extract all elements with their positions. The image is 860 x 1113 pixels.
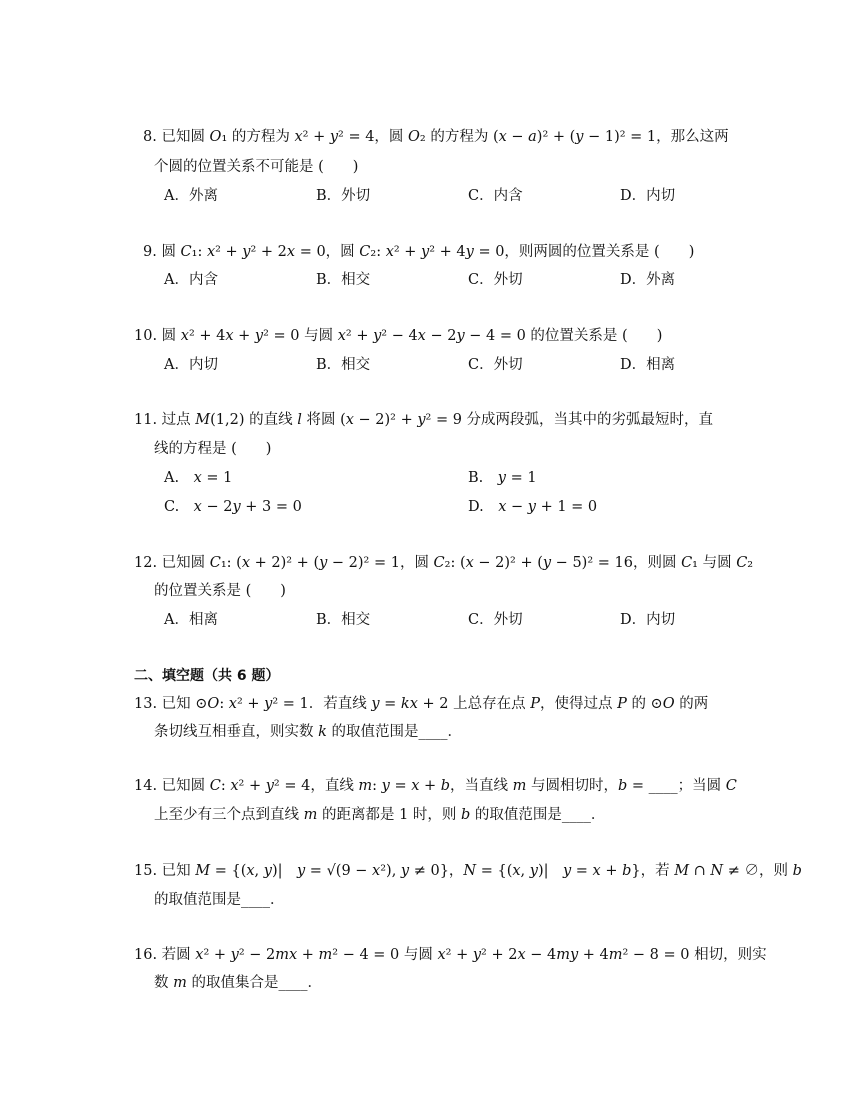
- question-11-option-d: D. 𝑥 − 𝑦 + 1 = 0: [468, 499, 598, 515]
- question-12-option-c: C．外切: [468, 612, 523, 628]
- question-12-option-d: D．内切: [620, 612, 676, 628]
- question-10-option-a: A．内切: [164, 357, 218, 373]
- question-9-option-a: A．内含: [164, 272, 218, 288]
- question-12-option-b: B．相交: [316, 612, 371, 628]
- question-15-line-1: 15. 已知 𝑀 = {(𝑥, 𝑦)| 𝑦 = √(9 − 𝑥²), 𝑦 ≠ 0}，𝑁 = {(𝑥, 𝑦)| 𝑦 = 𝑥 + 𝑏}，若 𝑀 ∩ 𝑁 ≠ ∅，则 𝑏: [134, 863, 802, 879]
- question-13-line-2: 条切线互相垂直，则实数 𝑘 的取值范围是____．: [154, 724, 463, 740]
- question-8-option-a: A．外离: [164, 188, 218, 204]
- question-14-line-1: 14. 已知圆 𝐶: 𝑥² + 𝑦² = 4，直线 𝑚: 𝑦 = 𝑥 + 𝑏，当直线 𝑚 与圆相切时，𝑏 = ____；当圆 𝐶: [134, 778, 737, 794]
- question-11-option-a: A. 𝑥 = 1: [164, 470, 233, 486]
- question-8-option-c: C．内含: [468, 188, 523, 204]
- question-8-line-2: 个圆的位置关系不可能是 ( ): [154, 159, 359, 175]
- question-16-line-1: 16. 若圆 𝑥² + 𝑦² − 2𝑚𝑥 + 𝑚² − 4 = 0 与圆 𝑥² + 𝑦² + 2𝑥 − 4𝑚𝑦 + 4𝑚² − 8 = 0 相切，则实: [134, 947, 767, 963]
- question-8-option-d: D．内切: [620, 188, 676, 204]
- question-10-option-b: B．相交: [316, 357, 371, 373]
- question-13-line-1: 13. 已知 ⊙𝑂: 𝑥² + 𝑦² = 1．若直线 𝑦 = 𝑘𝑥 + 2 上总存在点 𝑃，使得过点 𝑃 的 ⊙𝑂 的两: [134, 696, 709, 712]
- question-9-option-d: D．外离: [620, 272, 676, 288]
- question-11-line-2: 线的方程是 ( ): [154, 441, 272, 457]
- question-14-line-2: 上至少有三个点到直线 𝑚 的距离都是 1 时，则 𝑏 的取值范围是____．: [154, 807, 606, 823]
- question-11-option-b: B. 𝑦 = 1: [468, 470, 537, 486]
- question-10-option-c: C．外切: [468, 357, 523, 373]
- question-11-line-1: 11. 过点 𝑀(1,2) 的直线 𝑙 将圆 (𝑥 − 2)² + 𝑦² = 9 分成两段弧，当其中的劣弧最短时，直: [134, 412, 714, 428]
- question-8-option-b: B．外切: [316, 188, 371, 204]
- question-9-option-b: B．相交: [316, 272, 371, 288]
- question-12-option-a: A．相离: [164, 612, 218, 628]
- question-9-option-c: C．外切: [468, 272, 523, 288]
- question-11-option-c: C. 𝑥 − 2𝑦 + 3 = 0: [164, 499, 302, 515]
- question-9-line-1: 9. 圆 𝐶₁: 𝑥² + 𝑦² + 2𝑥 = 0，圆 𝐶₂: 𝑥² + 𝑦² + 4𝑦 = 0，则两圆的位置关系是 ( ): [143, 244, 695, 260]
- question-12-line-2: 的位置关系是 ( ): [154, 583, 286, 599]
- question-12-line-1: 12. 已知圆 𝐶₁: (𝑥 + 2)² + (𝑦 − 2)² = 1，圆 𝐶₂: (𝑥 − 2)² + (𝑦 − 5)² = 16，则圆 𝐶₁ 与圆 𝐶₂: [134, 555, 754, 571]
- question-8-line-1: 8. 已知圆 𝑂₁ 的方程为 𝑥² + 𝑦² = 4，圆 𝑂₂ 的方程为 (𝑥 − 𝑎)² + (𝑦 − 1)² = 1，那么这两: [143, 129, 729, 145]
- question-16-line-2: 数 𝑚 的取值集合是____．: [154, 975, 322, 991]
- question-10-option-d: D．相离: [620, 357, 676, 373]
- question-15-line-2: 的取值范围是____．: [154, 892, 285, 908]
- question-10-line-1: 10. 圆 𝑥² + 4𝑥 + 𝑦² = 0 与圆 𝑥² + 𝑦² − 4𝑥 − 2𝑦 − 4 = 0 的位置关系是 ( ): [134, 328, 663, 344]
- section-heading-fill-in: 二、填空题（共 6 题）: [134, 668, 280, 684]
